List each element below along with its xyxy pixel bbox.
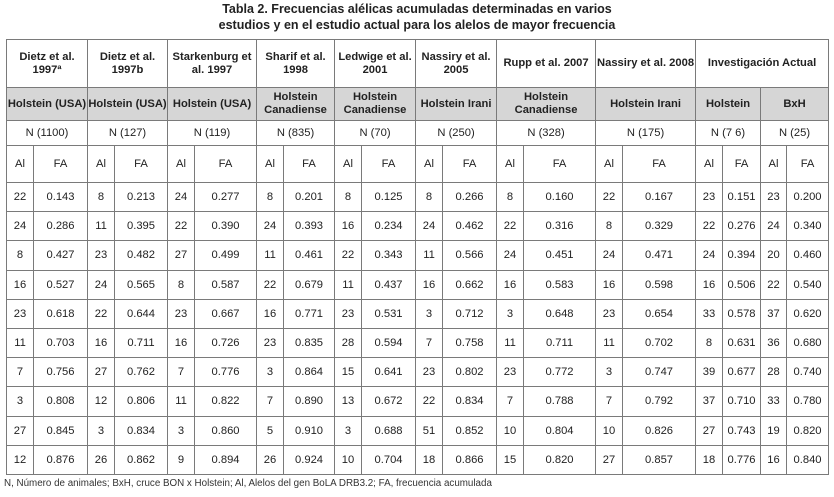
frequency-cell: 0.792 xyxy=(623,387,696,416)
allele-cell: 37 xyxy=(696,387,723,416)
data-rows xyxy=(7,183,829,475)
allele-cell: 11 xyxy=(416,241,443,270)
allele-cell: 22 xyxy=(761,270,787,299)
allele-cell: 24 xyxy=(696,241,723,270)
frequency-cell: 0.808 xyxy=(34,387,88,416)
sample-size: N (250) xyxy=(416,121,497,146)
allele-cell: 36 xyxy=(761,328,787,357)
frequency-cell: 0.461 xyxy=(284,241,335,270)
frequency-cell: 0.743 xyxy=(723,416,761,445)
allele-cell: 23 xyxy=(596,299,623,328)
allele-cell: 27 xyxy=(7,416,34,445)
allele-cell: 10 xyxy=(596,416,623,445)
frequency-cell: 0.826 xyxy=(623,416,696,445)
allele-cell: 22 xyxy=(596,183,623,212)
frequency-cell: 0.835 xyxy=(284,328,335,357)
frequency-cell: 0.594 xyxy=(362,328,416,357)
al-header: Al xyxy=(696,146,723,183)
frequency-cell: 0.857 xyxy=(623,445,696,474)
frequency-cell: 0.276 xyxy=(723,212,761,241)
sample-size: N (25) xyxy=(761,121,829,146)
allele-cell: 24 xyxy=(168,183,195,212)
allele-cell: 3 xyxy=(497,299,524,328)
frequency-cell: 0.631 xyxy=(723,328,761,357)
fa-header: FA xyxy=(284,146,335,183)
allele-cell: 22 xyxy=(88,299,115,328)
frequency-cell: 0.340 xyxy=(787,212,829,241)
allele-cell: 3 xyxy=(88,416,115,445)
allele-cell: 9 xyxy=(168,445,195,474)
allele-cell: 3 xyxy=(7,387,34,416)
subheader-row xyxy=(7,146,829,183)
frequency-cell: 0.618 xyxy=(34,299,88,328)
frequency-cell: 0.566 xyxy=(443,241,497,270)
frequency-cell: 0.756 xyxy=(34,358,88,387)
frequency-cell: 0.776 xyxy=(195,358,257,387)
frequency-cell: 0.343 xyxy=(362,241,416,270)
frequency-cell: 0.876 xyxy=(34,445,88,474)
frequency-cell: 0.862 xyxy=(115,445,168,474)
frequency-cell: 0.910 xyxy=(284,416,335,445)
allele-cell: 22 xyxy=(7,183,34,212)
sample-size: N (1100) xyxy=(7,121,88,146)
allele-cell: 8 xyxy=(596,212,623,241)
allele-cell: 8 xyxy=(696,328,723,357)
allele-cell: 24 xyxy=(257,212,284,241)
frequency-cell: 0.688 xyxy=(362,416,416,445)
table-footnote: N, Número de animales; BxH, cruce BON x Holstein; Al, Alelos del gen BoLA DRB3.2; FA, frecuencia acumulada xyxy=(4,478,492,489)
al-header: Al xyxy=(7,146,34,183)
allele-cell: 8 xyxy=(7,241,34,270)
frequency-cell: 0.866 xyxy=(443,445,497,474)
frequency-cell: 0.393 xyxy=(284,212,335,241)
allele-cell: 27 xyxy=(88,358,115,387)
allele-cell: 7 xyxy=(257,387,284,416)
fa-header: FA xyxy=(623,146,696,183)
allele-cell: 19 xyxy=(761,416,787,445)
allele-cell: 8 xyxy=(335,183,362,212)
table-row xyxy=(7,241,829,270)
frequency-cell: 0.704 xyxy=(362,445,416,474)
frequency-cell: 0.894 xyxy=(195,445,257,474)
frequency-cell: 0.395 xyxy=(115,212,168,241)
breed-header: Holstein Canadiense xyxy=(257,88,335,121)
frequency-cell: 0.499 xyxy=(195,241,257,270)
allele-cell: 13 xyxy=(335,387,362,416)
allele-cell: 23 xyxy=(696,183,723,212)
breed-header: Holstein Canadiense xyxy=(497,88,596,121)
allele-cell: 7 xyxy=(497,387,524,416)
frequency-cell: 0.394 xyxy=(723,241,761,270)
frequency-cell: 0.772 xyxy=(524,358,596,387)
allele-cell: 10 xyxy=(497,416,524,445)
allele-cell: 16 xyxy=(88,328,115,357)
allele-cell: 10 xyxy=(335,445,362,474)
frequency-cell: 0.702 xyxy=(623,328,696,357)
frequency-cell: 0.712 xyxy=(443,299,497,328)
frequency-cell: 0.598 xyxy=(623,270,696,299)
table-title-line-1: Tabla 2. Frecuencias alélicas acumuladas determinadas en varios xyxy=(222,2,612,16)
frequency-cell: 0.672 xyxy=(362,387,416,416)
frequency-cell: 0.201 xyxy=(284,183,335,212)
allele-cell: 22 xyxy=(416,387,443,416)
allele-cell: 23 xyxy=(761,183,787,212)
study-header: Rupp et al. 2007 xyxy=(497,40,596,88)
allele-cell: 8 xyxy=(257,183,284,212)
frequency-cell: 0.390 xyxy=(195,212,257,241)
frequency-cell: 0.167 xyxy=(623,183,696,212)
allele-cell: 24 xyxy=(761,212,787,241)
allele-cell: 51 xyxy=(416,416,443,445)
allele-cell: 3 xyxy=(257,358,284,387)
table-row xyxy=(7,328,829,357)
frequency-cell: 0.845 xyxy=(34,416,88,445)
frequency-cell: 0.680 xyxy=(787,328,829,357)
al-header: Al xyxy=(335,146,362,183)
frequency-cell: 0.852 xyxy=(443,416,497,445)
study-header: Ledwige et al. 2001 xyxy=(335,40,416,88)
table-row xyxy=(7,358,829,387)
fa-header: FA xyxy=(115,146,168,183)
frequency-cell: 0.578 xyxy=(723,299,761,328)
frequency-cell: 0.462 xyxy=(443,212,497,241)
allele-cell: 23 xyxy=(7,299,34,328)
allele-cell: 24 xyxy=(497,241,524,270)
frequency-cell: 0.762 xyxy=(115,358,168,387)
sample-size: N (70) xyxy=(335,121,416,146)
table-row xyxy=(7,416,829,445)
frequency-cell: 0.662 xyxy=(443,270,497,299)
allele-cell: 27 xyxy=(596,445,623,474)
frequency-cell: 0.820 xyxy=(787,416,829,445)
frequency-cell: 0.266 xyxy=(443,183,497,212)
allele-cell: 27 xyxy=(168,241,195,270)
frequency-cell: 0.234 xyxy=(362,212,416,241)
allele-cell: 12 xyxy=(7,445,34,474)
allele-cell: 16 xyxy=(168,328,195,357)
allele-cell: 23 xyxy=(416,358,443,387)
breed-header: Holstein (USA) xyxy=(88,88,168,121)
breed-header: Holstein (USA) xyxy=(168,88,257,121)
allele-cell: 11 xyxy=(7,328,34,357)
allele-cell: 16 xyxy=(7,270,34,299)
study-header: Nassiry et al. 2005 xyxy=(416,40,497,88)
allele-cell: 22 xyxy=(497,212,524,241)
table-row xyxy=(7,212,829,241)
allele-cell: 7 xyxy=(416,328,443,357)
allele-cell: 7 xyxy=(7,358,34,387)
sample-size: N (175) xyxy=(596,121,696,146)
allele-cell: 11 xyxy=(596,328,623,357)
allele-cell: 7 xyxy=(596,387,623,416)
table-title xyxy=(0,0,834,33)
allele-cell: 27 xyxy=(696,416,723,445)
allele-cell: 23 xyxy=(88,241,115,270)
al-header: Al xyxy=(761,146,787,183)
allele-cell: 11 xyxy=(257,241,284,270)
frequency-cell: 0.834 xyxy=(443,387,497,416)
frequency-cell: 0.482 xyxy=(115,241,168,270)
frequency-cell: 0.771 xyxy=(284,299,335,328)
sample-size: N (127) xyxy=(88,121,168,146)
allele-cell: 8 xyxy=(416,183,443,212)
frequency-cell: 0.679 xyxy=(284,270,335,299)
frequency-cell: 0.565 xyxy=(115,270,168,299)
allele-cell: 11 xyxy=(335,270,362,299)
frequency-cell: 0.540 xyxy=(787,270,829,299)
study-header-row xyxy=(7,40,829,88)
breed-header: Holstein (USA) xyxy=(7,88,88,121)
breed-header-row xyxy=(7,88,829,121)
table-row xyxy=(7,270,829,299)
allele-cell: 16 xyxy=(416,270,443,299)
table-row xyxy=(7,445,829,474)
allele-cell: 22 xyxy=(696,212,723,241)
frequency-cell: 0.648 xyxy=(524,299,596,328)
allele-cell: 24 xyxy=(416,212,443,241)
frequency-cell: 0.834 xyxy=(115,416,168,445)
allele-cell: 16 xyxy=(497,270,524,299)
frequency-cell: 0.864 xyxy=(284,358,335,387)
allele-cell: 3 xyxy=(335,416,362,445)
frequency-cell: 0.427 xyxy=(34,241,88,270)
fa-header: FA xyxy=(195,146,257,183)
allele-cell: 7 xyxy=(168,358,195,387)
allele-cell: 16 xyxy=(696,270,723,299)
allele-cell: 23 xyxy=(497,358,524,387)
al-header: Al xyxy=(416,146,443,183)
frequency-cell: 0.531 xyxy=(362,299,416,328)
allele-cell: 28 xyxy=(761,358,787,387)
study-header: Dietz et al. 1997ª xyxy=(7,40,88,88)
study-header: Starkenburg et al. 1997 xyxy=(168,40,257,88)
allele-cell: 16 xyxy=(257,299,284,328)
sample-size: N (328) xyxy=(497,121,596,146)
frequency-cell: 0.710 xyxy=(723,387,761,416)
allele-cell: 24 xyxy=(7,212,34,241)
frequency-cell: 0.822 xyxy=(195,387,257,416)
allele-cell: 18 xyxy=(416,445,443,474)
allele-cell: 24 xyxy=(596,241,623,270)
al-header: Al xyxy=(497,146,524,183)
allele-cell: 23 xyxy=(335,299,362,328)
frequency-cell: 0.471 xyxy=(623,241,696,270)
sample-size: N (7 6) xyxy=(696,121,761,146)
frequency-cell: 0.802 xyxy=(443,358,497,387)
frequency-cell: 0.860 xyxy=(195,416,257,445)
al-header: Al xyxy=(168,146,195,183)
frequency-cell: 0.711 xyxy=(524,328,596,357)
sample-size: N (835) xyxy=(257,121,335,146)
allele-cell: 15 xyxy=(497,445,524,474)
allele-cell: 20 xyxy=(761,241,787,270)
breed-header: Holstein Irani xyxy=(596,88,696,121)
allele-cell: 3 xyxy=(168,416,195,445)
frequency-cell: 0.758 xyxy=(443,328,497,357)
allele-cell: 23 xyxy=(257,328,284,357)
fa-header: FA xyxy=(443,146,497,183)
frequency-cell: 0.316 xyxy=(524,212,596,241)
allele-cell: 33 xyxy=(761,387,787,416)
frequency-cell: 0.451 xyxy=(524,241,596,270)
frequency-cell: 0.620 xyxy=(787,299,829,328)
allele-cell: 22 xyxy=(335,241,362,270)
frequency-cell: 0.125 xyxy=(362,183,416,212)
al-header: Al xyxy=(88,146,115,183)
allele-cell: 8 xyxy=(88,183,115,212)
al-header: Al xyxy=(257,146,284,183)
frequency-cell: 0.747 xyxy=(623,358,696,387)
allele-cell: 3 xyxy=(416,299,443,328)
frequency-cell: 0.460 xyxy=(787,241,829,270)
allele-cell: 26 xyxy=(257,445,284,474)
frequency-cell: 0.641 xyxy=(362,358,416,387)
table-row xyxy=(7,299,829,328)
frequency-cell: 0.277 xyxy=(195,183,257,212)
frequency-cell: 0.213 xyxy=(115,183,168,212)
sample-size: N (119) xyxy=(168,121,257,146)
frequency-cell: 0.677 xyxy=(723,358,761,387)
frequency-cell: 0.506 xyxy=(723,270,761,299)
breed-header: BxH xyxy=(761,88,829,121)
frequency-cell: 0.924 xyxy=(284,445,335,474)
frequency-cell: 0.788 xyxy=(524,387,596,416)
frequency-cell: 0.776 xyxy=(723,445,761,474)
fa-header: FA xyxy=(362,146,416,183)
frequency-cell: 0.527 xyxy=(34,270,88,299)
study-header: Nassiry et al. 2008 xyxy=(596,40,696,88)
table-title-line-2: estudios y en el estudio actual para los alelos de mayor frecuencia xyxy=(218,18,616,32)
frequency-cell: 0.726 xyxy=(195,328,257,357)
allele-frequency-table xyxy=(6,39,829,475)
allele-cell: 12 xyxy=(88,387,115,416)
allele-cell: 26 xyxy=(88,445,115,474)
frequency-cell: 0.780 xyxy=(787,387,829,416)
study-header: Dietz et al. 1997b xyxy=(88,40,168,88)
allele-cell: 39 xyxy=(696,358,723,387)
allele-cell: 18 xyxy=(696,445,723,474)
frequency-cell: 0.667 xyxy=(195,299,257,328)
allele-cell: 28 xyxy=(335,328,362,357)
allele-cell: 11 xyxy=(497,328,524,357)
allele-cell: 22 xyxy=(257,270,284,299)
allele-cell: 16 xyxy=(761,445,787,474)
frequency-cell: 0.711 xyxy=(115,328,168,357)
fa-header: FA xyxy=(524,146,596,183)
allele-cell: 3 xyxy=(596,358,623,387)
frequency-cell: 0.583 xyxy=(524,270,596,299)
breed-header: Holstein Irani xyxy=(416,88,497,121)
allele-cell: 23 xyxy=(168,299,195,328)
allele-cell: 37 xyxy=(761,299,787,328)
frequency-cell: 0.654 xyxy=(623,299,696,328)
allele-cell: 5 xyxy=(257,416,284,445)
fa-header: FA xyxy=(34,146,88,183)
frequency-cell: 0.160 xyxy=(524,183,596,212)
frequency-cell: 0.806 xyxy=(115,387,168,416)
breed-header: Holstein xyxy=(696,88,761,121)
fa-header: FA xyxy=(787,146,829,183)
study-header: Sharif et al. 1998 xyxy=(257,40,335,88)
sample-size-row xyxy=(7,121,829,146)
allele-cell: 11 xyxy=(168,387,195,416)
frequency-cell: 0.820 xyxy=(524,445,596,474)
frequency-cell: 0.740 xyxy=(787,358,829,387)
allele-cell: 22 xyxy=(168,212,195,241)
allele-cell: 16 xyxy=(335,212,362,241)
table-row xyxy=(7,183,829,212)
frequency-cell: 0.840 xyxy=(787,445,829,474)
frequency-cell: 0.143 xyxy=(34,183,88,212)
al-header: Al xyxy=(596,146,623,183)
allele-cell: 8 xyxy=(497,183,524,212)
allele-cell: 16 xyxy=(596,270,623,299)
allele-cell: 8 xyxy=(168,270,195,299)
frequency-cell: 0.329 xyxy=(623,212,696,241)
allele-cell: 15 xyxy=(335,358,362,387)
frequency-cell: 0.890 xyxy=(284,387,335,416)
frequency-cell: 0.804 xyxy=(524,416,596,445)
study-header: Investigación Actual xyxy=(696,40,829,88)
allele-cell: 24 xyxy=(88,270,115,299)
frequency-cell: 0.437 xyxy=(362,270,416,299)
frequency-cell: 0.703 xyxy=(34,328,88,357)
frequency-cell: 0.200 xyxy=(787,183,829,212)
breed-header: Holstein Canadiense xyxy=(335,88,416,121)
fa-header: FA xyxy=(723,146,761,183)
table-row xyxy=(7,387,829,416)
frequency-cell: 0.644 xyxy=(115,299,168,328)
allele-cell: 33 xyxy=(696,299,723,328)
frequency-cell: 0.587 xyxy=(195,270,257,299)
frequency-cell: 0.151 xyxy=(723,183,761,212)
allele-cell: 11 xyxy=(88,212,115,241)
frequency-cell: 0.286 xyxy=(34,212,88,241)
